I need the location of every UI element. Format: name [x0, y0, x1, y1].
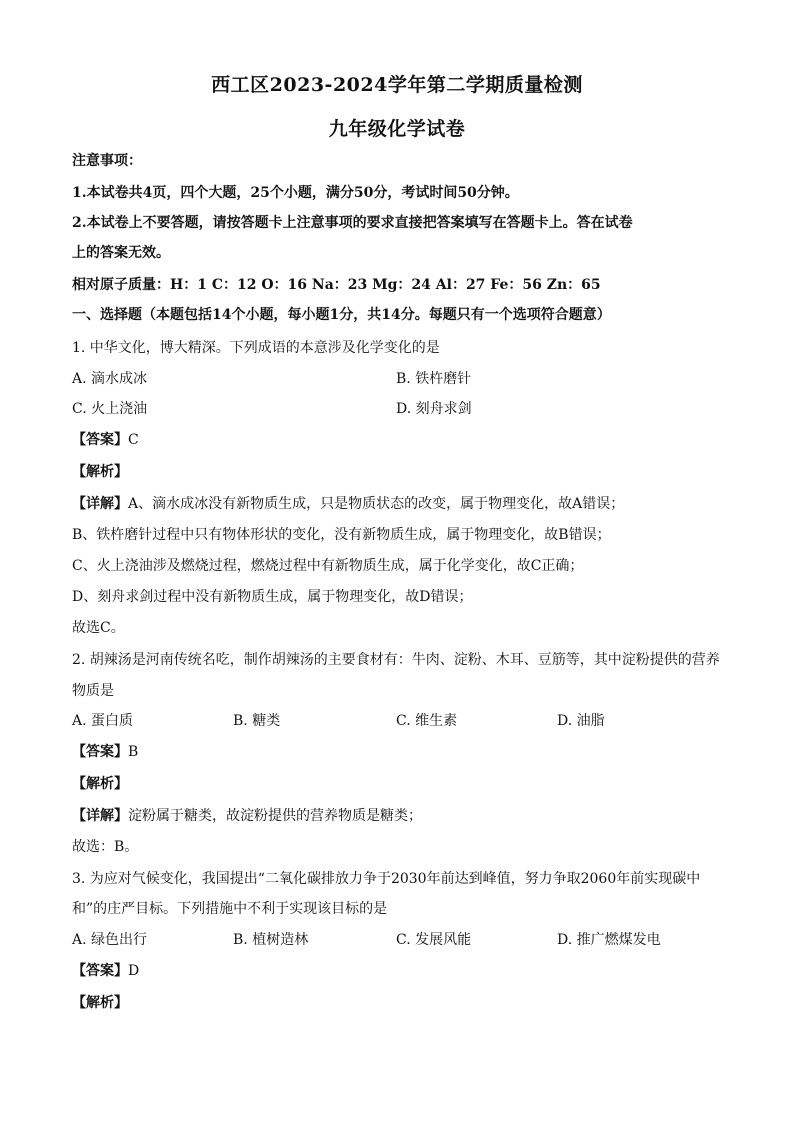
q3-analysis-tag: 【解析】: [72, 995, 128, 1011]
notes-item-2-line-1: 2.本试卷上不要答题，请按答题卡上注意事项的要求直接把答案填写在答题卡上。答在试卷: [72, 215, 633, 231]
q2-option-a: A. 蛋白质: [72, 713, 134, 729]
q3-option-b: B. 植树造林: [233, 932, 309, 948]
q1-stem: 1. 中华文化，博大精深。下列成语的本意涉及化学变化的是: [72, 340, 440, 356]
q1-detail-b: B、铁杵磨针过程中只有物体形状的变化，没有新物质生成，属于物理变化，故B错误；: [72, 527, 611, 543]
exam-title: 西工区2023-2024学年第二学期质量检测: [211, 74, 583, 96]
atomic-mass-line: 相对原子质量：H：1 C：12 O：16 Na：23 Mg：24 Al：27 Fe：56 Zn：65: [72, 277, 601, 293]
q2-answer-tag: 【答案】: [72, 744, 128, 760]
q2-stem-line-1: 2. 胡辣汤是河南传统名吃，制作胡辣汤的主要食材有：牛肉、淀粉、木耳、豆筋等，其中淀粉提供的营养: [72, 652, 720, 668]
q2-option-c: C. 维生素: [396, 713, 458, 729]
q1-analysis-tag: 【解析】: [72, 464, 128, 480]
q3-option-a: A. 绿色出行: [72, 932, 148, 948]
notes-heading: 注意事项：: [72, 153, 142, 169]
q3-option-d: D. 推广燃煤发电: [557, 932, 661, 948]
q2-detail-tag: 【详解】: [72, 808, 128, 824]
q2-detail-line: [72, 806, 422, 826]
q2-answer: B: [128, 744, 139, 760]
q1-answer-line: [72, 430, 139, 450]
q3-stem-line-2: 和”的庄严目标。下列措施中不利于实现该目标的是: [72, 901, 388, 917]
q3-answer: D: [128, 963, 140, 979]
q1-option-a: A. 滴水成冰: [72, 371, 148, 387]
q2-option-d: D. 油脂: [557, 713, 605, 729]
q3-answer-line: [72, 961, 139, 981]
q1-detail-a-line: [72, 494, 624, 514]
q1-option-b: B. 铁杵磨针: [396, 371, 472, 387]
q1-option-d: D. 刻舟求剑: [396, 401, 472, 417]
q1-answer-tag: 【答案】: [72, 432, 128, 448]
q3-option-c: C. 发展风能: [396, 932, 472, 948]
q2-analysis-tag: 【解析】: [72, 776, 128, 792]
notes-item-1: 1.本试卷共4页，四个大题，25个小题，满分50分，考试时间50分钟。: [72, 185, 519, 201]
section-1-heading: 一、选择题（本题包括14个小题，每小题1分，共14分。每题只有一个选项符合题意）: [72, 307, 611, 323]
q1-option-c: C. 火上浇油: [72, 401, 148, 417]
q3-stem-line-1: 3. 为应对气候变化，我国提出“二氧化碳排放力争于2030年前达到峰值，努力争取2060年前实现碳中: [72, 871, 701, 887]
q2-answer-line: [72, 742, 138, 762]
q2-detail: 淀粉属于糖类，故淀粉提供的营养物质是糖类；: [128, 808, 422, 824]
q2-stem-line-2: 物质是: [72, 683, 114, 699]
exam-subtitle: 九年级化学试卷: [328, 118, 466, 140]
q1-detail-d: D、刻舟求剑过程中没有新物质生成，属于物理变化，故D错误；: [72, 589, 473, 605]
q2-option-b: B. 糖类: [233, 713, 281, 729]
q1-detail-a: A、滴水成冰没有新物质生成，只是物质状态的改变，属于物理变化，故A错误；: [128, 496, 625, 512]
q1-answer: C: [128, 432, 139, 448]
q2-conclusion: 故选：B。: [72, 839, 139, 855]
q1-conclusion: 故选C。: [72, 620, 125, 636]
q3-answer-tag: 【答案】: [72, 963, 128, 979]
notes-item-2-line-2: 上的答案无效。: [72, 245, 170, 261]
q1-detail-c: C、火上浇油涉及燃烧过程，燃烧过程中有新物质生成，属于化学变化，故C正确；: [72, 558, 584, 574]
q1-detail-tag: 【详解】: [72, 496, 128, 512]
